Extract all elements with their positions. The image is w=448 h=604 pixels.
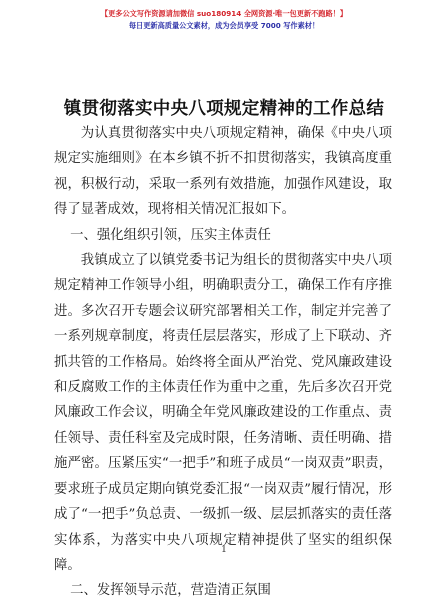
promo-header bbox=[0, 8, 448, 32]
section-heading-1: 一、强化组织引领，压实主体责任 bbox=[70, 227, 271, 243]
intro-paragraph: 为认真贯彻落实中央八项规定精神，确保《中央八项规定实施细则》在本乡镇不折不扣贯彻落实，我镇高度重视，积极行动，采取一系列有效措施，加强作风建设，取得了显著成效，现将相关情况汇报如下。 bbox=[54, 126, 392, 218]
section-1-paragraph: 我镇成立了以镇党委书记为组长的贯彻落实中央八项规定精神工作领导小组，明确职责分工，确保工作有序推进。多次召开专题会议研究部署相关工作，制定并完善了一系列规章制度，将责任层层落实，形成了上下联动、齐抓共管的工作格局。始终将全面从严治党、党风廉政建设和反腐败工作的主体责任作为重中之重，先后多次召开党风廉政工作会议，明确全年党风廉政建设的工作重点、责任领导、责任科室及完成时限，任务清晰、责任明确、措施严密。压紧压实“一把手”和班子成员“一岗双责”职责，要求班子成员定期向镇党委汇报“一岗双责”履行情况，形成了“一把手”负总责、一级抓一级、层层抓落实的责任落实体系，为落实中央八项规定精神提供了坚实的组织保障。 bbox=[54, 253, 392, 573]
page-number: 1 bbox=[221, 545, 227, 555]
document-body bbox=[54, 121, 392, 604]
promo-line-1: 【更多公文写作资源请加微信 suo180914 全网资源·唯一包更新不跑路！】 bbox=[100, 9, 348, 18]
section-heading-2: 二、发挥领导示范，营造清正氛围 bbox=[70, 583, 271, 599]
promo-line-2: 每日更新高质量公文素材，成为会员享受 7000 写作素材！ bbox=[128, 21, 320, 30]
document-title: 镇贯彻落实中央八项规定精神的工作总结 bbox=[63, 99, 385, 119]
